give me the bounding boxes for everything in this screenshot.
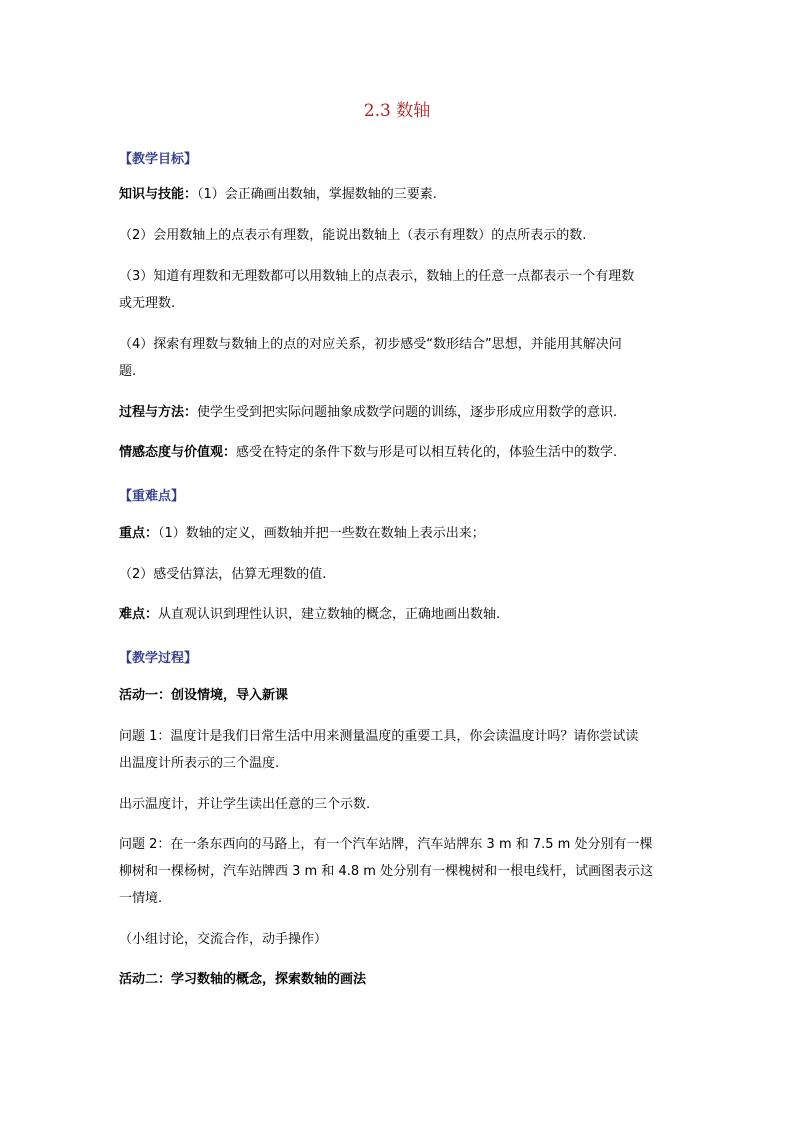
activity-1-heading: 活动一：创设情境，导入新课 <box>119 688 289 703</box>
goal-process-text: 使学生受到把实际问题抽象成数学问题的训练，逐步形成应用数学的意识. <box>197 405 618 420</box>
section-teaching-process: 【教学过程】 <box>119 651 198 666</box>
key-point-line-2: （2）感受估算法，估算无理数的值. <box>119 567 327 582</box>
key-point-label: 重点： <box>119 526 159 541</box>
activity-2-heading: 活动二：学习数轴的概念，探索数轴的画法 <box>119 972 367 987</box>
difficulty-text: 从直观认识到理性认识，建立数轴的概念，正确地画出数轴. <box>158 607 501 622</box>
question-2-line-a: 问题 2：在一条东西向的马路上，有一个汽车站牌，汽车站牌东 3 m 和 7.5 m 处分别有一棵 <box>119 837 653 852</box>
goal-knowledge-text: （1）会正确画出数轴，掌握数轴的三要素. <box>197 187 437 202</box>
question-1-line-a: 问题 1：温度计是我们日常生活中用来测量温度的重要工具，你会读温度计吗？请你尝试读 <box>119 729 639 744</box>
key-point-line-1 <box>119 525 485 543</box>
goal-line-3a: （3）知道有理数和无理数都可以用数轴上的点表示，数轴上的任意一点都表示一个有理数 <box>119 269 635 284</box>
page-title: 2.3 数轴 <box>363 101 431 121</box>
question-1-line-b: 出温度计所表示的三个温度. <box>119 756 280 771</box>
goal-line-4a: （4）探索有理数与数轴上的点的对应关系，初步感受“数形结合”思想，并能用其解决问 <box>119 337 622 352</box>
goal-line-3b: 或无理数. <box>119 296 176 311</box>
goal-line-4b: 题. <box>119 364 137 379</box>
key-point-text: （1）数轴的定义，画数轴并把一些数在数轴上表示出来； <box>158 526 485 541</box>
show-thermometer-line: 出示温度计，并让学生读出任意的三个示数. <box>119 797 371 812</box>
question-2-line-b: 柳树和一棵杨树，汽车站牌西 3 m 和 4.8 m 处分别有一棵槐树和一根电线杆，试画图表示这 <box>119 864 654 879</box>
goal-emotion-text: 感受在特定的条件下数与形是可以相互转化的，体验生活中的数学. <box>236 445 618 460</box>
goal-process-method <box>119 404 617 422</box>
section-teaching-goals: 【教学目标】 <box>119 152 198 167</box>
goal-process-label: 过程与方法： <box>119 405 198 420</box>
goal-knowledge-label: 知识与技能： <box>119 187 198 202</box>
goal-emotion-label: 情感态度与价值观： <box>119 445 237 460</box>
goal-line-2: （2）会用数轴上的点表示有理数，能说出数轴上（表示有理数）的点所表示的数. <box>119 228 587 243</box>
question-2-line-c: 一情境. <box>119 891 163 906</box>
section-key-points: 【重难点】 <box>119 489 185 504</box>
goal-emotion-values <box>119 444 617 462</box>
group-discussion-line: （小组讨论，交流合作，动手操作） <box>119 932 328 947</box>
difficulty-line <box>119 606 500 624</box>
difficulty-label: 难点： <box>119 607 159 622</box>
goal-knowledge-skills <box>119 186 437 204</box>
